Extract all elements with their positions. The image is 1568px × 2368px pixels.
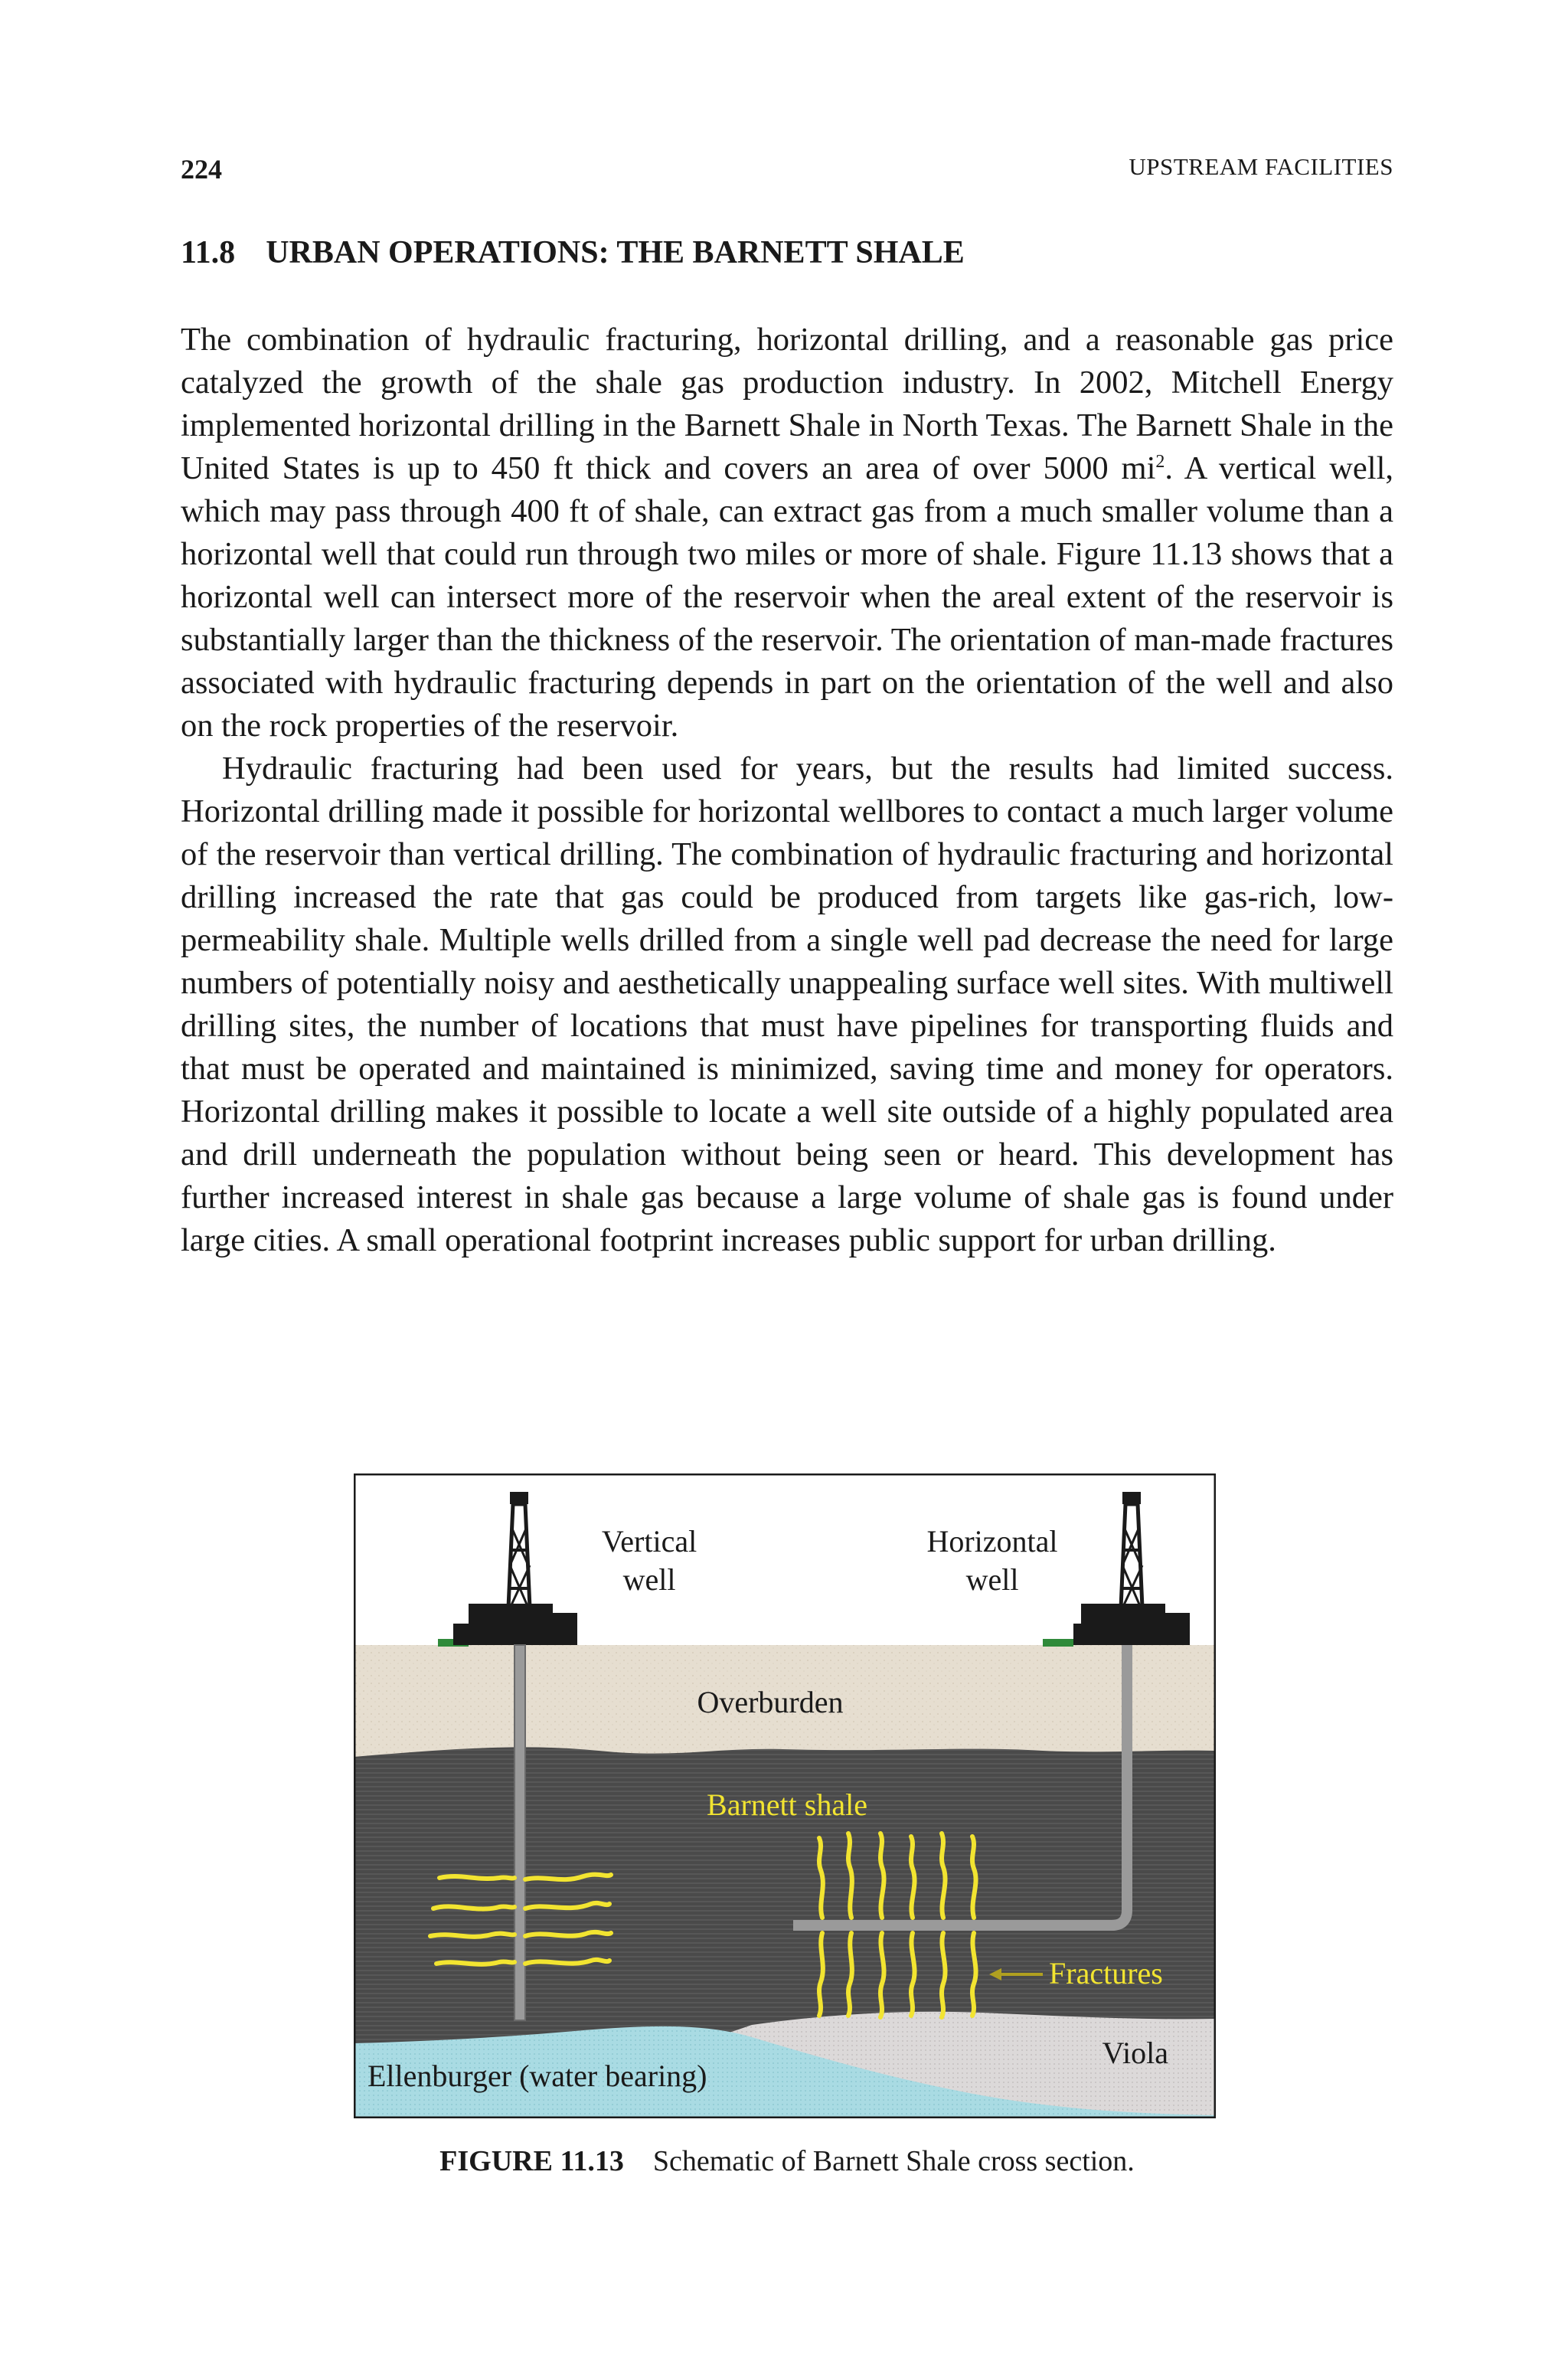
figure-caption <box>181 2144 1393 2178</box>
page-number: 224 <box>181 154 222 185</box>
paragraph-1-part-b: . A vertical well, which may pass through 400 ft of shale, can extract gas from a much smaller volume than a horizontal well that could run through two miles or more of shale. Figure 11.13 shows that a horizontal well can intersect more of the reservoir when the areal extent of the reservoir is substantially larger than the thickness of the reservoir. The orientation of man-made fractures associated with hydraulic fracturing depends in part on the orientation of the well and also on the rock properties of the reservoir. <box>181 450 1394 744</box>
figure-barnett-shale-cross-section <box>354 1473 1216 2118</box>
grass-right <box>1043 1639 1073 1647</box>
horizontal-well-label-line1: Horizontal <box>926 1524 1058 1558</box>
ellenburger-label: Ellenburger (water bearing) <box>368 2059 707 2093</box>
paragraph-1 <box>181 319 1393 747</box>
fractures-label: Fractures <box>1049 1956 1163 1990</box>
vertical-well-label-line2: well <box>622 1562 676 1597</box>
section-number: 11.8 <box>181 235 236 270</box>
overburden-label: Overburden <box>697 1685 844 1719</box>
section-title: URBAN OPERATIONS: THE BARNETT SHALE <box>266 235 965 270</box>
figure-caption-text: Schematic of Barnett Shale cross section. <box>652 2145 1135 2177</box>
figure-caption-number: FIGURE 11.13 <box>439 2145 624 2177</box>
barnett-shale-label: Barnett shale <box>707 1787 867 1822</box>
body-text <box>181 319 1393 1262</box>
running-head: UPSTREAM FACILITIES <box>1129 153 1393 180</box>
vertical-well-label-line1: Vertical <box>601 1524 697 1558</box>
viola-label: Viola <box>1102 2036 1168 2070</box>
cross-section-diagram <box>354 1473 1216 2118</box>
section-heading <box>181 234 1393 271</box>
paragraph-1-part-a: The combination of hydraulic fracturing, horizontal drilling, and a reasonable gas price catalyzed the growth of the shale gas production industry. In 2002, Mitchell Energy implemented horizontal drilling in the Barnett Shale in North Texas. The Barnett Shale in the United States is up to 450 ft thick and covers an area of over 5000 mi <box>181 322 1393 486</box>
superscript-2: 2 <box>1155 451 1165 472</box>
horizontal-well-label-line2: well <box>965 1562 1019 1597</box>
page-header <box>181 153 1393 191</box>
paragraph-2: Hydraulic fracturing had been used for years, but the results had limited success. Horizontal drilling made it possible for horizontal wellbores to contact a much larger volume of the reservoir than vertical drilling. The combination of hydraulic fracturing and horizontal drilling increased the rate that gas could be produced from targets like gas-rich, low-permeability shale. Multiple wells drilled from a single well pad decrease the need for large numbers of potentially noisy and aesthetically unappealing surface well sites. With multiwell drilling sites, the number of locations that must have pipelines for transporting fluids and that must be operated and maintained is minimized, saving time and money for operators. Horizontal drilling makes it possible to locate a well site outside of a highly populated area and drill underneath the population without being seen or heard. This development has further increased interest in shale gas because a large volume of shale gas is found under large cities. A small operational footprint increases public support for urban drilling. <box>181 751 1393 1258</box>
